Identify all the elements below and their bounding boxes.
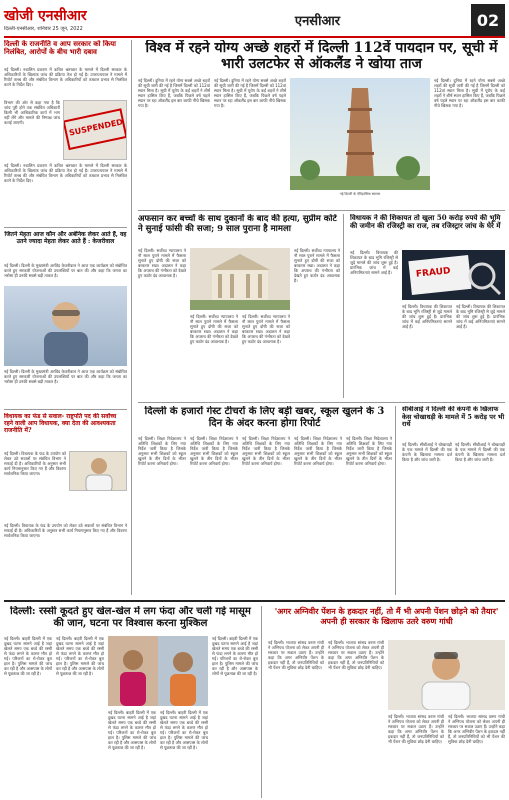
lead-body-col1: नई दिल्ली। दुनिया में रहने योग्य सबसे अच्छे शहरों की सूची जारी की गई है जिसमें दिल्ली को 112वां स्थान मिला है। सूची में यूरोप के कई शहरों ने शीर्ष स्थान हासिल किए हैं, जबकि पिछले वर्ष पहले स्थान पर रहा ऑकलैंड इस बार काफी नीचे खिसक गया है। — [138, 78, 210, 108]
suspended-stamp-text: SUSPENDED — [68, 117, 124, 138]
main-area — [138, 40, 505, 595]
lead-story — [138, 78, 505, 206]
registry-story — [350, 214, 505, 398]
divider — [4, 409, 127, 410]
qutub-minar-graphic — [290, 78, 430, 190]
teachers-story-title: दिल्ली के हजारों गेस्ट टीचरों के लिए बड़ी खबर, स्कूल खुलने के 3 दिन के अंदर करना होगा रिपोर्ट — [144, 406, 385, 429]
registry-story-title: विधायक ने की शिकायत तो खुला 50 करोड़ रुपये की भूमि की जमीन की रजिस्ट्री का राज, तब रजिस्ट्रार जांच के घेरे में — [350, 214, 501, 230]
court-building-graphic — [190, 248, 290, 310]
monument-caption: नई दिल्ली के ऐतिहासिक स्मारक — [339, 192, 381, 196]
rope-body-col5: नई दिल्ली। बाहरी दिल्ली में एक दुखद घटना सामने आई है जहां खेलते समय एक बच्चे की रस्सी से फंदा लगने के कारण मौत हो गई। परिजनों का रो-रोकर बुरा हाल है। पुलिस मामले की जांच कर रही है और आसपास के लोगों से पूछताछ की जा रही है। — [212, 636, 258, 676]
fraud-image — [402, 250, 505, 300]
court-story-title: अफसान कर बच्चों के साथ दुकानों के बाद की हत्या, सुप्रीम कोर्ट ने सुनाई फांसी की सजा; 9 साल पुराना है मामला — [138, 214, 337, 234]
teachers-story — [138, 406, 396, 595]
varun-body-col3: नई दिल्ली। भाजपा सांसद वरुण गांधी ने अग्निपथ योजना को लेकर अपनी ही सरकार पर सवाल उठाए हैं। उन्होंने कहा कि अगर अग्निवीर पेंशन के हकदार नहीं हैं, तो जनप्रतिनिधियों को भी पेंशन की सुविधा छोड़ देनी चाहिए। — [388, 714, 444, 744]
court-story-body — [138, 248, 340, 398]
court-body-col3: नई दिल्ली। सर्वोच्च न्यायालय ने नौ साल पुराने मामले में फैसला सुनाते हुए दोषी की सजा को बरकरार रखा। अदालत ने कहा कि अपराध की गंभीरता को देखते हुए कठोर दंड आवश्यक है। — [242, 314, 290, 344]
rope-body-col1: नई दिल्ली। बाहरी दिल्ली में एक दुखद घटना सामने आई है जहां खेलते समय एक बच्चे की रस्सी से फंदा लगने के कारण मौत हो गई। परिजनों का रो-रोकर बुरा हाल है। पुलिस मामले की जांच कर रही है और आसपास के लोगों से पूछताछ की जा रही है। — [4, 636, 52, 676]
teachers-body-col2: नई दिल्ली। शिक्षा निदेशालय ने अतिथि शिक्षकों के लिए नया निर्देश जारी किया है जिसके अनुसार सभी शिक्षकों को स्कूल खुलने के तीन दिनों के भीतर रिपोर्ट करना अनिवार्य होगा। — [190, 436, 238, 466]
teachers-body-col1: नई दिल्ली। शिक्षा निदेशालय ने अतिथि शिक्षकों के लिए नया निर्देश जारी किया है जिसके अनुसार सभी शिक्षकों को स्कूल खुलने के तीन दिनों के भीतर रिपोर्ट करना अनिवार्य होगा। — [138, 436, 186, 466]
divider — [138, 402, 505, 403]
left-story2-title: जितने मेहता आज कौन और अर्बनिक लेकर आते हैं, वह उतने ज्यादा मेहता लेकर आते हैं : केजरीवाल — [4, 231, 127, 245]
varun-gandhi-photo — [388, 640, 505, 710]
cbi-story — [402, 406, 505, 595]
main-headline: विश्व में रहने योग्य अच्छे शहरों में दिल्ली 112वें पायदान पर, सूची में भारी उलटफेर से ऑकलैंड ने खोया ताज — [145, 40, 498, 72]
teachers-body-col5: नई दिल्ली। शिक्षा निदेशालय ने अतिथि शिक्षकों के लिए नया निर्देश जारी किया है जिसके अनुसार सभी शिक्षकों को स्कूल खुलने के तीन दिनों के भीतर रिपोर्ट करना अनिवार्य होगा। — [346, 436, 392, 466]
teachers-body-col3: नई दिल्ली। शिक्षा निदेशालय ने अतिथि शिक्षकों के लिए नया निर्देश जारी किया है जिसके अनुसार सभी शिक्षकों को स्कूल खुलने के तीन दिनों के भीतर रिपोर्ट करना अनिवार्य होगा। — [242, 436, 290, 466]
court-body-col1: नई दिल्ली। सर्वोच्च न्यायालय ने नौ साल पुराने मामले में फैसला सुनाते हुए दोषी की सजा को बरकरार रखा। अदालत ने कहा कि अपराध की गंभीरता को देखते हुए कठोर दंड आवश्यक है। — [138, 248, 186, 278]
court-body-col4: नई दिल्ली। सर्वोच्च न्यायालय ने नौ साल पुराने मामले में फैसला सुनाते हुए दोषी की सजा को बरकरार रखा। अदालत ने कहा कि अपराध की गंभीरता को देखते हुए कठोर दंड आवश्यक है। — [294, 248, 340, 283]
suspended-block — [4, 100, 127, 160]
varun-body-col1: नई दिल्ली। भाजपा सांसद वरुण गांधी ने अग्निपथ योजना को लेकर अपनी ही सरकार पर सवाल उठाए हैं। उन्होंने कहा कि अगर अग्निवीर पेंशन के हकदार नहीं हैं, तो जनप्रतिनिधियों को भी पेंशन की सुविधा छोड़ देनी चाहिए। — [268, 640, 324, 670]
supreme-court-photo — [190, 248, 290, 310]
left-story1-body: नई दिल्ली। नबालिग प्रकरण में कथित भ्रष्टाचार के मामले में दिल्ली सरकार के अधिकारियों के खिलाफ जांच की प्रक्रिया तेज हो गई है। उपराज्यपाल ने मामले में रिपोर्ट तलब की और संबंधित विभाग के अधिकारियों को तत्काल प्रभाव से निलंबित करने के निर्देश दिए। — [4, 67, 127, 87]
monument-photo — [290, 78, 430, 190]
child-photo-graphic — [108, 636, 208, 706]
varun-story — [268, 606, 505, 798]
politician-photo — [69, 451, 127, 491]
newspaper-logo: खोजी एनसीआर — [4, 7, 87, 24]
rope-body-col3: नई दिल्ली। बाहरी दिल्ली में एक दुखद घटना सामने आई है जहां खेलते समय एक बच्चे की रस्सी से फंदा लगने के कारण मौत हो गई। परिजनों का रो-रोकर बुरा हाल है। पुलिस मामले की जांच कर रही है और आसपास के लोगों से पूछताछ की जा रही है। — [108, 710, 156, 750]
left-column — [4, 40, 132, 595]
left-story2-continued: नई दिल्ली। दिल्ली के मुख्यमंत्री अरविंद केजरीवाल ने आज एक कार्यक्रम को संबोधित करते हुए सरकारी योजनाओं की उपलब्धियों पर बात की और कहा कि जनता का भरोसा ही उनकी सबसे बड़ी ताकत है। — [4, 369, 127, 384]
court-body-col2: नई दिल्ली। सर्वोच्च न्यायालय ने नौ साल पुराने मामले में फैसला सुनाते हुए दोषी की सजा को बरकरार रखा। अदालत ने कहा कि अपराध की गंभीरता को देखते हुए कठोर दंड आवश्यक है। — [190, 314, 238, 344]
registry-body-col2: नई दिल्ली। विधायक की शिकायत के बाद भूमि रजिस्ट्री से जुड़े मामले की जांच शुरू हुई है। प्रारंभिक जांच में कई अनियमितताएं सामने आई हैं। — [402, 304, 452, 329]
left-story1-continued: नई दिल्ली। नबालिग प्रकरण में कथित भ्रष्टाचार के मामले में दिल्ली सरकार के अधिकारियों के खिलाफ जांच की प्रक्रिया तेज हो गई है। उपराज्यपाल ने मामले में रिपोर्ट तलब की और संबंधित विभाग के अधिकारियों को तत्काल प्रभाव से निलंबित करने के निर्देश दिए। — [4, 163, 127, 183]
teachers-body-col4: नई दिल्ली। शिक्षा निदेशालय ने अतिथि शिक्षकों के लिए नया निर्देश जारी किया है जिसके अनुसार सभी शिक्षकों को स्कूल खुलने के तीन दिनों के भीतर रिपोर्ट करना अनिवार्य होगा। — [294, 436, 342, 466]
child-photo — [108, 636, 208, 706]
cbi-story-title: सीबीआई ने दिल्ली की कंपनी के खिलाफ केस चोखाधड़ी के मामले में 5 करोड़ पर भी रार्थे — [402, 406, 505, 428]
varun-body-col2: नई दिल्ली। भाजपा सांसद वरुण गांधी ने अग्निपथ योजना को लेकर अपनी ही सरकार पर सवाल उठाए हैं। उन्होंने कहा कि अगर अग्निवीर पेंशन के हकदार नहीं हैं, तो जनप्रतिनिधियों को भी पेंशन की सुविधा छोड़ देनी चाहिए। — [328, 640, 384, 670]
cbi-body-col2: नई दिल्ली। सीबीआई ने धोखाधड़ी के एक मामले में दिल्ली की एक कंपनी के खिलाफ मामला दर्ज किया है और जांच जारी है। — [455, 442, 505, 462]
varun-story-title: 'अगर अग्निवीर पेंशन के हकदार नहीं, तो मैं भी अपनी पेंशन छोड़ने को तैयार' अपनी ही सरकार के खिलाफ उतरे वरुण गांधी — [274, 606, 499, 626]
person-photo-graphic — [388, 640, 505, 710]
varun-body-col4: नई दिल्ली। भाजपा सांसद वरुण गांधी ने अग्निपथ योजना को लेकर अपनी ही सरकार पर सवाल उठाए हैं। उन्होंने कहा कि अगर अग्निवीर पेंशन के हकदार नहीं हैं, तो जनप्रतिनिधियों को भी पेंशन की सुविधा छोड़ देनी चाहिए। — [448, 714, 505, 744]
rope-story — [4, 606, 262, 798]
masthead-left — [4, 4, 164, 36]
divider — [4, 227, 127, 228]
cbi-body-col1: नई दिल्ली। सीबीआई ने धोखाधड़ी के एक मामले में दिल्ली की एक कंपनी के खिलाफ मामला दर्ज किया है और जांच जारी है। — [402, 442, 452, 462]
issue-meta: दिल्ली-एनसीआर, शनिवार 25 जून, 2022 — [4, 25, 83, 32]
page-number: 02 — [471, 4, 505, 36]
lead-body-col3: नई दिल्ली। दुनिया में रहने योग्य सबसे अच्छे शहरों की सूची जारी की गई है जिसमें दिल्ली को 112वां स्थान मिला है। सूची में यूरोप के कई शहरों ने शीर्ष स्थान हासिल किए हैं, जबकि पिछले वर्ष पहले स्थान पर रहा ऑकलैंड इस बार काफी नीचे खिसक गया है। — [434, 78, 505, 108]
left-story1-title: दिल्ली के राजनीति व आप सरकार को किया निलंबित, आरोपों के बीच भारी दबाव — [4, 40, 116, 56]
rope-body-col4: नई दिल्ली। बाहरी दिल्ली में एक दुखद घटना सामने आई है जहां खेलते समय एक बच्चे की रस्सी से फंदा लगने के कारण मौत हो गई। परिजनों का रो-रोकर बुरा हाल है। पुलिस मामले की जांच कर रही है और आसपास के लोगों से पूछताछ की जा रही है। — [160, 710, 208, 750]
masthead — [4, 4, 505, 38]
left-story3-continued: नई दिल्ली। विधायक के फंड के उपयोग को लेकर उठे सवालों पर संबंधित विभाग ने सफाई दी है। अधिकारियों के अनुसार सभी कार्य नियमानुसार किए गए हैं और विवरण सार्वजनिक किया जाएगा। — [4, 523, 127, 538]
person-photo-graphic — [4, 286, 127, 366]
person-photo-graphic — [70, 452, 127, 491]
left-story2-body: नई दिल्ली। दिल्ली के मुख्यमंत्री अरविंद केजरीवाल ने आज एक कार्यक्रम को संबोधित करते हुए सरकारी योजनाओं की उपलब्धियों पर बात की और कहा कि जनता का भरोसा ही उनकी सबसे बड़ी ताकत है। — [4, 263, 127, 278]
divider — [138, 210, 505, 211]
left-story3-block — [4, 451, 127, 521]
registry-body-col1: नई दिल्ली। विधायक की शिकायत के बाद भूमि रजिस्ट्री से जुड़े मामले की जांच शुरू हुई है। प्रारंभिक जांच में कई अनियमितताएं सामने आई हैं। — [350, 250, 398, 275]
court-story — [138, 214, 344, 398]
bottom-section — [4, 600, 505, 796]
registry-body-col3: नई दिल्ली। विधायक की शिकायत के बाद भूमि रजिस्ट्री से जुड़े मामले की जांच शुरू हुई है। प्रारंभिक जांच में कई अनियमितताएं सामने आई हैं। — [456, 304, 505, 329]
fraud-label: FRAUD — [415, 266, 451, 280]
kejriwal-photo — [4, 286, 127, 366]
rope-story-title: दिल्ली: रस्सी कूदते हुए खेल-खेल में लग फंदा और चली गई मासूम की जान, घटना पर विश्वास करना मुश्किल — [10, 606, 251, 629]
section-name: एनसीआर — [294, 14, 341, 29]
suspended-image — [63, 100, 127, 160]
left-story1-more: विभाग की ओर से कहा गया है कि जांच पूरी होने तक संबंधित अधिकारी किसी भी आधिकारिक कार्य में भाग नहीं लेंगे और मामले की निष्पक्ष जांच कराई जाएगी। — [4, 100, 60, 125]
left-story3-title: विधायक का फंड से सवाल- राष्ट्रपति पद की सर्वोच्च रहने वाली आप विधायक, क्या देता की आवश्यकता राजनीति में? — [4, 413, 117, 434]
lead-body-col2: नई दिल्ली। दुनिया में रहने योग्य सबसे अच्छे शहरों की सूची जारी की गई है जिसमें दिल्ली को 112वां स्थान मिला है। सूची में यूरोप के कई शहरों ने शीर्ष स्थान हासिल किए हैं, जबकि पिछले वर्ष पहले स्थान पर रहा ऑकलैंड इस बार काफी नीचे खिसक गया है। — [214, 78, 286, 108]
rope-body-col2: नई दिल्ली। बाहरी दिल्ली में एक दुखद घटना सामने आई है जहां खेलते समय एक बच्चे की रस्सी से फंदा लगने के कारण मौत हो गई। परिजनों का रो-रोकर बुरा हाल है। पुलिस मामले की जांच कर रही है और आसपास के लोगों से पूछताछ की जा रही है। — [56, 636, 104, 676]
left-story3-body: नई दिल्ली। विधायक के फंड के उपयोग को लेकर उठे सवालों पर संबंधित विभाग ने सफाई दी है। अधिकारियों के अनुसार सभी कार्य नियमानुसार किए गए हैं और विवरण सार्वजनिक किया जाएगा। — [4, 451, 66, 476]
